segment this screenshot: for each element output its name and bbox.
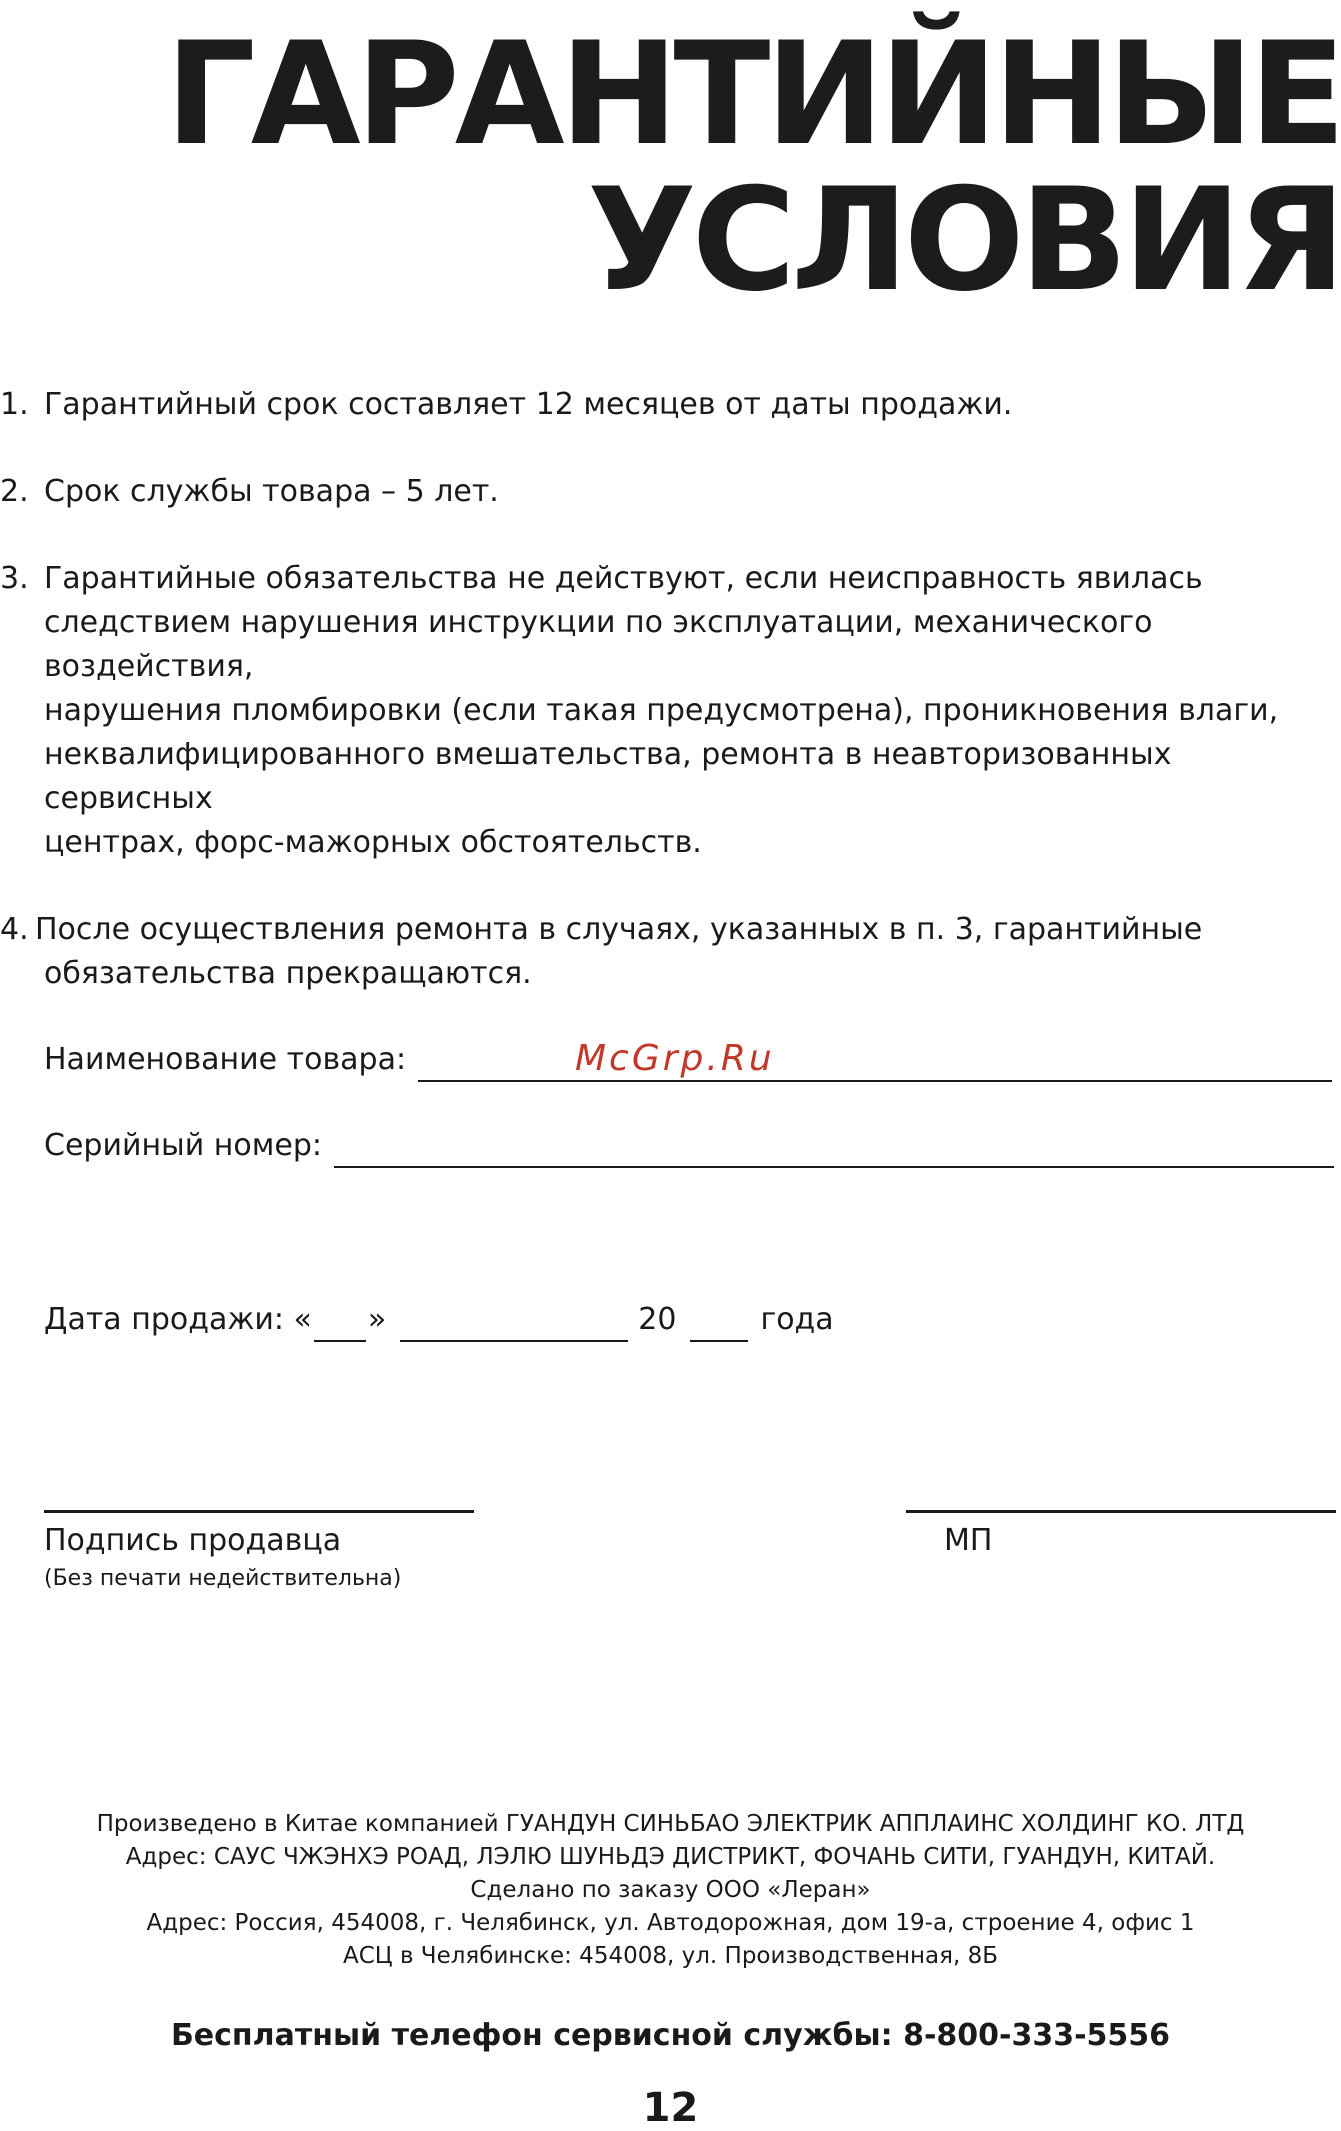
term-text-line: следствием нарушения инструкции по эксплуатации, механического воздействия,: [44, 605, 1153, 684]
service-center-line: АСЦ в Челябинске: 454008, ул. Производственная, 8Б: [342, 1943, 999, 1969]
term-item-3: [0, 557, 1330, 865]
sale-month-field[interactable]: [400, 1308, 628, 1342]
warranty-terms-list: [0, 383, 1330, 1039]
sale-year-prefix: 20: [638, 1302, 677, 1337]
term-item-4: [0, 908, 1330, 996]
stamp-line[interactable]: [906, 1510, 1336, 1513]
term-number: 4.: [0, 912, 29, 947]
sale-date-label: Дата продажи: «: [44, 1302, 312, 1337]
sale-date-row: [44, 1298, 834, 1342]
page-title-line-2: УСЛОВИЯ: [587, 158, 1341, 323]
seller-signature-line[interactable]: [44, 1510, 474, 1513]
term-number: 2.: [0, 474, 29, 509]
term-item-2: [0, 470, 1330, 514]
sale-day-field[interactable]: [314, 1308, 366, 1342]
orderer-address-line: Адрес: Россия, 454008, г. Челябинск, ул. Автодорожная, дом 19-а, строение 4, офис 1: [146, 1910, 1195, 1936]
term-text-line: Гарантийные обязательства не действуют, если неисправность явилась: [44, 561, 1203, 596]
term-text-line: обязательства прекращаются.: [44, 956, 532, 991]
service-phone: Бесплатный телефон сервисной службы: 8-800-333-5556: [170, 2018, 1171, 2053]
serial-number-label: Серийный номер:: [44, 1128, 322, 1163]
page-number: 12: [642, 2085, 699, 2131]
term-text-line: центрах, форс-мажорных обстоятельств.: [44, 825, 702, 860]
sale-year-suffix: года: [760, 1302, 834, 1337]
term-text: Срок службы товара – 5 лет.: [44, 474, 499, 509]
manufacturer-line: Произведено в Китае компанией ГУАНДУН СИНЬБАО ЭЛЕКТРИК АППЛАИНС ХОЛДИНГ КО. ЛТД: [96, 1811, 1245, 1837]
term-text-line: нарушения пломбировки (если такая предусмотрена), проникновения влаги,: [44, 693, 1279, 728]
page-title: [165, 12, 1341, 323]
term-number: 1.: [0, 387, 29, 422]
term-text-line: неквалифицированного вмешательства, ремонта в неавторизованных сервисных: [44, 737, 1172, 816]
term-item-1: [0, 383, 1330, 427]
product-name-label: Наименование товара:: [44, 1042, 407, 1077]
stamp-label: МП: [944, 1523, 993, 1558]
manufacturer-address-line: Адрес: САУС ЧЖЭНХЭ РОАД, ЛЭЛЮ ШУНЬДЭ ДИСТРИКТ, ФОЧАНЬ СИТИ, ГУАНДУН, КИТАЙ.: [125, 1844, 1216, 1870]
manufacturer-info: [0, 1808, 1341, 1973]
serial-number-row: [44, 1124, 1334, 1168]
serial-number-field[interactable]: [334, 1132, 1334, 1168]
ordered-by-line: Сделано по заказу ООО «Леран»: [470, 1877, 871, 1903]
sale-date-quote-close: »: [367, 1302, 387, 1337]
term-text-line: После осуществления ремонта в случаях, указанных в п. 3, гарантийные: [35, 912, 1203, 947]
term-text: Гарантийный срок составляет 12 месяцев от даты продажи.: [44, 387, 1013, 422]
watermark: McGrp.Ru: [575, 1038, 775, 1079]
seller-signature-note: (Без печати недействительна): [44, 1566, 402, 1591]
sale-year-field[interactable]: [690, 1308, 748, 1342]
term-number: 3.: [0, 561, 29, 596]
seller-signature-label: Подпись продавца: [44, 1523, 342, 1558]
page-title-line-1: ГАРАНТИЙНЫЕ: [165, 12, 1341, 177]
product-name-field[interactable]: [418, 1046, 1332, 1082]
